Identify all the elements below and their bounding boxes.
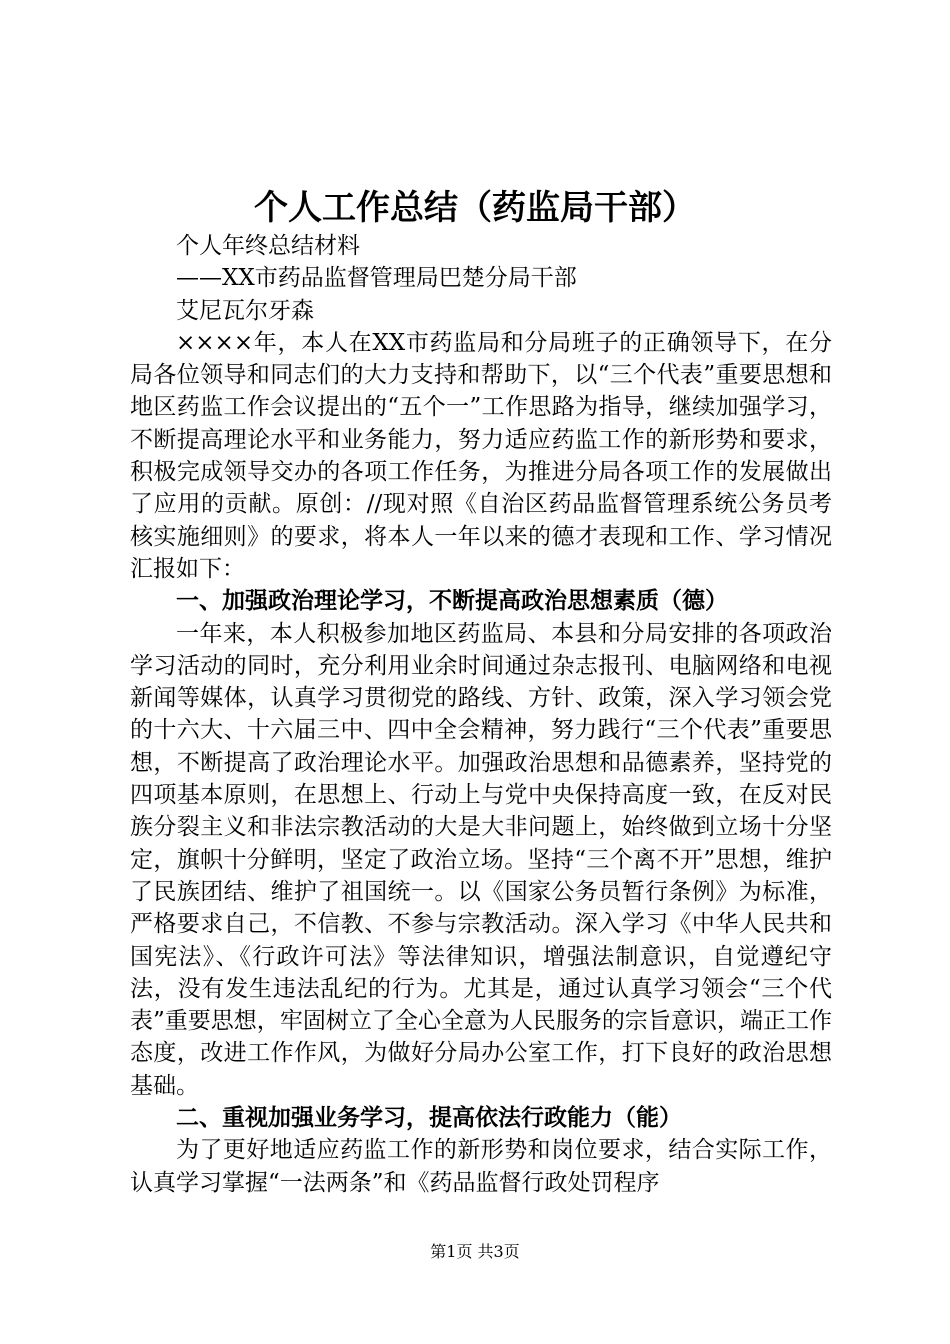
subtitle: 个人年终总结材料 <box>176 233 360 259</box>
page-footer: 第1页 共3页 <box>430 1242 520 1261</box>
section-1-heading: 一、加强政治理论学习，不断提高政治思想素质（德） <box>176 588 728 615</box>
section-1-paragraph: 一年来，本人积极参加地区药监局、本县和分局安排的各项政治学习活动的同时，充分利用业余时间通过杂志报刊、电脑网络和电视新闻等媒体，认真学习贯彻党的路线、方针、政策，深入学习领会党的十六大、十六届三中、四中全会精神，努力践行“三个代表”重要思想，不断提高了政治理论水平。加强政治思想和品德素养，坚持党的四项基本原则，在思想上、行动上与党中央保持高度一致，在反对民族分裂主义和非法宗教活动的大是大非问题上，始终做到立场十分坚定，旗帜十分鲜明，坚定了政治立场。坚持“三个离不开”思想，维护了民族团结、维护了祖国统一。以《国家公务员暂行条例》为标准，严格要求自己，不信教、不参与宗教活动。深入学习《中华人民共和国宪法》、《行政许可法》等法律知识，增强法制意识，自觉遵纪守法，没有发生违法乱纪的行为。尤其是，通过认真学习领会“三个代表”重要思想，牢固树立了全心全意为人民服务的宗旨意识，端正工作态度，改进工作作风，为做好分局办公室工作，打下良好的政治思想基础。 <box>130 620 832 1099</box>
section-2-heading: 二、重视加强业务学习，提高依法行政能力（能） <box>176 1105 682 1132</box>
author-name: 艾尼瓦尔牙森 <box>176 297 314 324</box>
document-body <box>130 230 832 1199</box>
author-unit: ——XX市药品监督管理局巴楚分局干部 <box>176 265 577 292</box>
intro-paragraph: ××××年，本人在XX市药监局和分局班子的正确领导下，在分局各位领导和同志们的大力支持和帮助下，以“三个代表”重要思想和地区药监工作会议提出的“五个一”工作思路为指导，继续加强学习，不断提高理论水平和业务能力，努力适应药监工作的新形势和要求，积极完成领导交办的各项工作任务，为推进分局各项工作的发展做出了应用的贡献。原创：//现对照《自治区药品监督管理系统公务员考核实施细则》的要求，将本人一年以来的德才表现和工作、学习情况汇报如下： <box>130 329 832 582</box>
document-title: 个人工作总结（药监局干部） <box>254 188 696 228</box>
section-2-paragraph: 为了更好地适应药监工作的新形势和岗位要求，结合实际工作，认真学习掌握“一法两条”和《药品监督行政处罚程序 <box>130 1137 832 1196</box>
